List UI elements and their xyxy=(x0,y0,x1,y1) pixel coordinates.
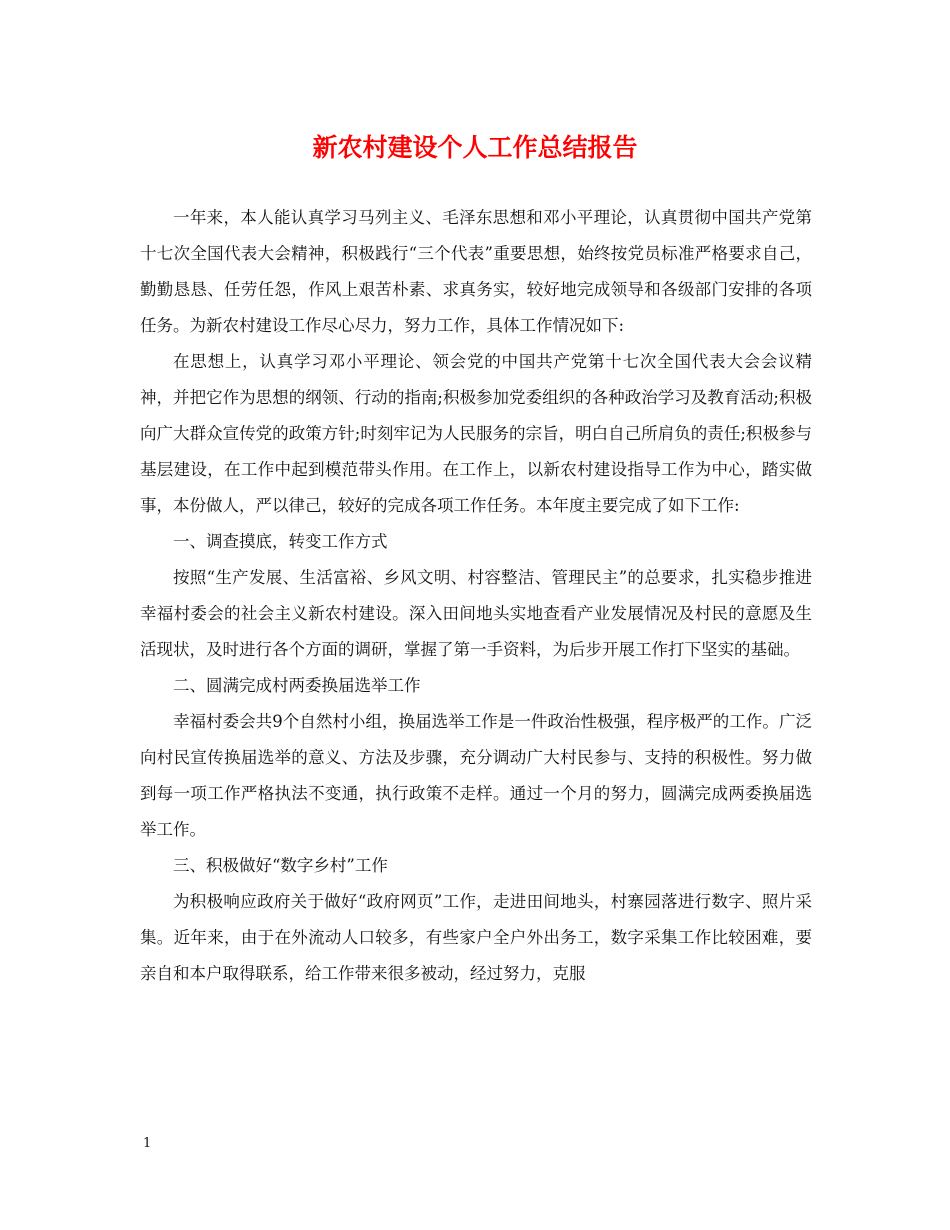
document-title: 新农村建设个人工作总结报告 xyxy=(312,133,638,162)
document-body xyxy=(140,200,812,992)
page-number: 1 xyxy=(143,1136,152,1151)
paragraph-thought-and-work: 在思想上，认真学习邓小平理论、领会党的中国共产党第十七次全国代表大会会议精神，并把它作为思想的纲领、行动的指南;积极参加党委组织的各种政治学习及教育活动;积极向广大群众宣传党的政策方针;时刻牢记为人民服务的宗旨，明白自己所肩负的责任;积极参与基层建设，在工作中起到模范带头作用。在工作上，以新农村建设指导工作为中心，踏实做事，本份做人，严以律己，较好的完成各项工作任务。本年度主要完成了如下工作: xyxy=(140,352,812,515)
paragraph-intro: 一年来，本人能认真学习马列主义、毛泽东思想和邓小平理论，认真贯彻中国共产党第十七次全国代表大会精神，积极践行“三个代表”重要思想，始终按党员标准严格要求自己，勤勤恳恳、任劳任怨，作风上艰苦朴素、求真务实，较好地完成领导和各级部门安排的各项任务。为新农村建设工作尽心尽力，努力工作，具体工作情况如下: xyxy=(140,208,812,335)
section-heading-survey: 一、调查摸底，转变工作方式 xyxy=(173,532,388,551)
paragraph-survey: 按照“生产发展、生活富裕、乡风文明、村容整洁、管理民主”的总要求，扎实稳步推进幸福村委会的社会主义新农村建设。深入田间地头实地查看产业发展情况及村民的意愿及生活现状，及时进行各个方面的调研，掌握了第一手资料，为后步开展工作打下坚实的基础。 xyxy=(140,568,812,659)
paragraph-digital-village: 为积极响应政府关于做好“政府网页”工作，走进田间地头，村寨园落进行数字、照片采集。近年来，由于在外流动人口较多，有些家户全户外出务工，数字采集工作比较困难，要亲自和本户取得联系，给工作带来很多被动，经过努力，克服 xyxy=(140,892,812,983)
section-heading-election: 二、圆满完成村两委换届选举工作 xyxy=(173,676,421,695)
section-heading-digital-village: 三、积极做好“数字乡村”工作 xyxy=(173,856,388,875)
paragraph-election: 幸福村委会共9个自然村小组，换届选举工作是一件政治性极强，程序极严的工作。广泛向村民宣传换届选举的意义、方法及步骤，充分调动广大村民参与、支持的积极性。努力做到每一项工作严格执法不变通，执行政策不走样。通过一个月的努力，圆满完成两委换届选举工作。 xyxy=(140,712,812,839)
